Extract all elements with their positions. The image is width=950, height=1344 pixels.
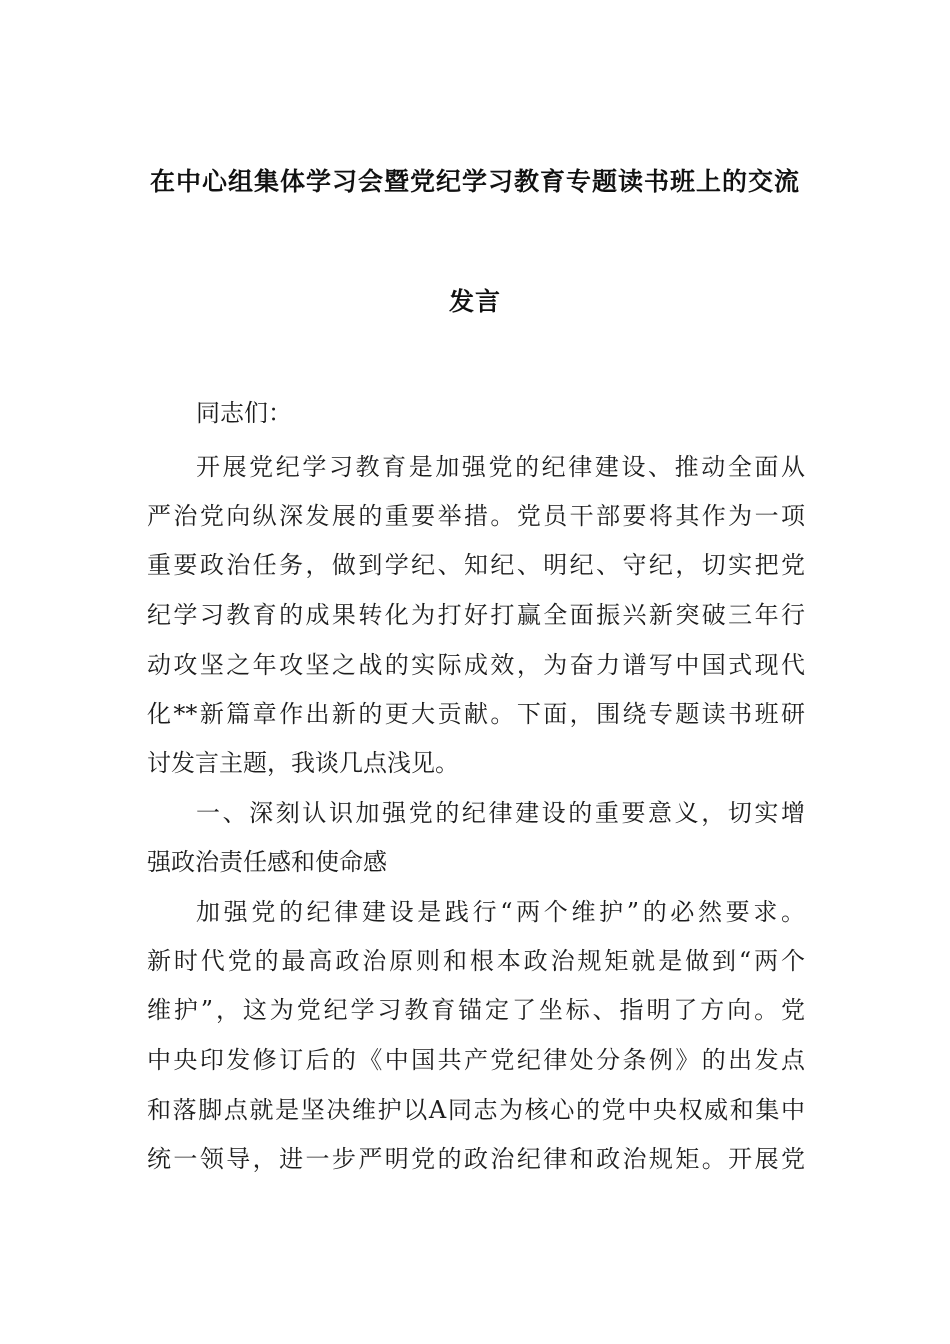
paragraph-1-line-7: 讨发言主题，我谈几点浅见。 xyxy=(147,749,459,777)
paragraph-3-line-5: 和落脚点就是坚决维护以A同志为核心的党中央权威和集中 xyxy=(147,1096,805,1124)
paragraph-1-line-1: 开展党纪学习教育是加强党的纪律建设、推动全面从 xyxy=(196,453,805,481)
document-title-line-1: 在中心组集体学习会暨党纪学习教育专题读书班上的交流 xyxy=(149,167,800,196)
section-heading-1-line-2: 强政治责任感和使命感 xyxy=(147,848,387,876)
paragraph-1-line-4: 纪学习教育的成果转化为打好打赢全面振兴新突破三年行 xyxy=(147,601,805,629)
paragraph-3-line-1: 加强党的纪律建设是践行“两个维护”的必然要求。 xyxy=(196,898,805,926)
paragraph-3-line-4: 中央印发修订后的《中国共产党纪律处分条例》的出发点 xyxy=(147,1046,805,1074)
paragraph-1-line-3: 重要政治任务，做到学纪、知纪、明纪、守纪，切实把党 xyxy=(147,551,805,579)
paragraph-1-line-6: 化**新篇章作出新的更大贡献。下面，围绕专题读书班研 xyxy=(147,700,805,728)
section-heading-1-line-1: 一、深刻认识加强党的纪律建设的重要意义，切实增 xyxy=(196,799,805,827)
document-title-line-2: 发言 xyxy=(448,287,501,316)
paragraph-3-line-2: 新时代党的最高政治原则和根本政治规矩就是做到“两个 xyxy=(147,947,805,975)
paragraph-3-line-6: 统一领导，进一步严明党的政治纪律和政治规矩。开展党 xyxy=(147,1145,805,1173)
paragraph-1-line-5: 动攻坚之年攻坚之战的实际成效，为奋力谱写中国式现代 xyxy=(147,651,805,679)
paragraph-3-line-3: 维护”，这为党纪学习教育锚定了坐标、指明了方向。党 xyxy=(147,996,805,1024)
paragraph-1-line-2: 严治党向纵深发展的重要举措。党员干部要将其作为一项 xyxy=(147,502,805,530)
greeting: 同志们： xyxy=(196,399,292,427)
